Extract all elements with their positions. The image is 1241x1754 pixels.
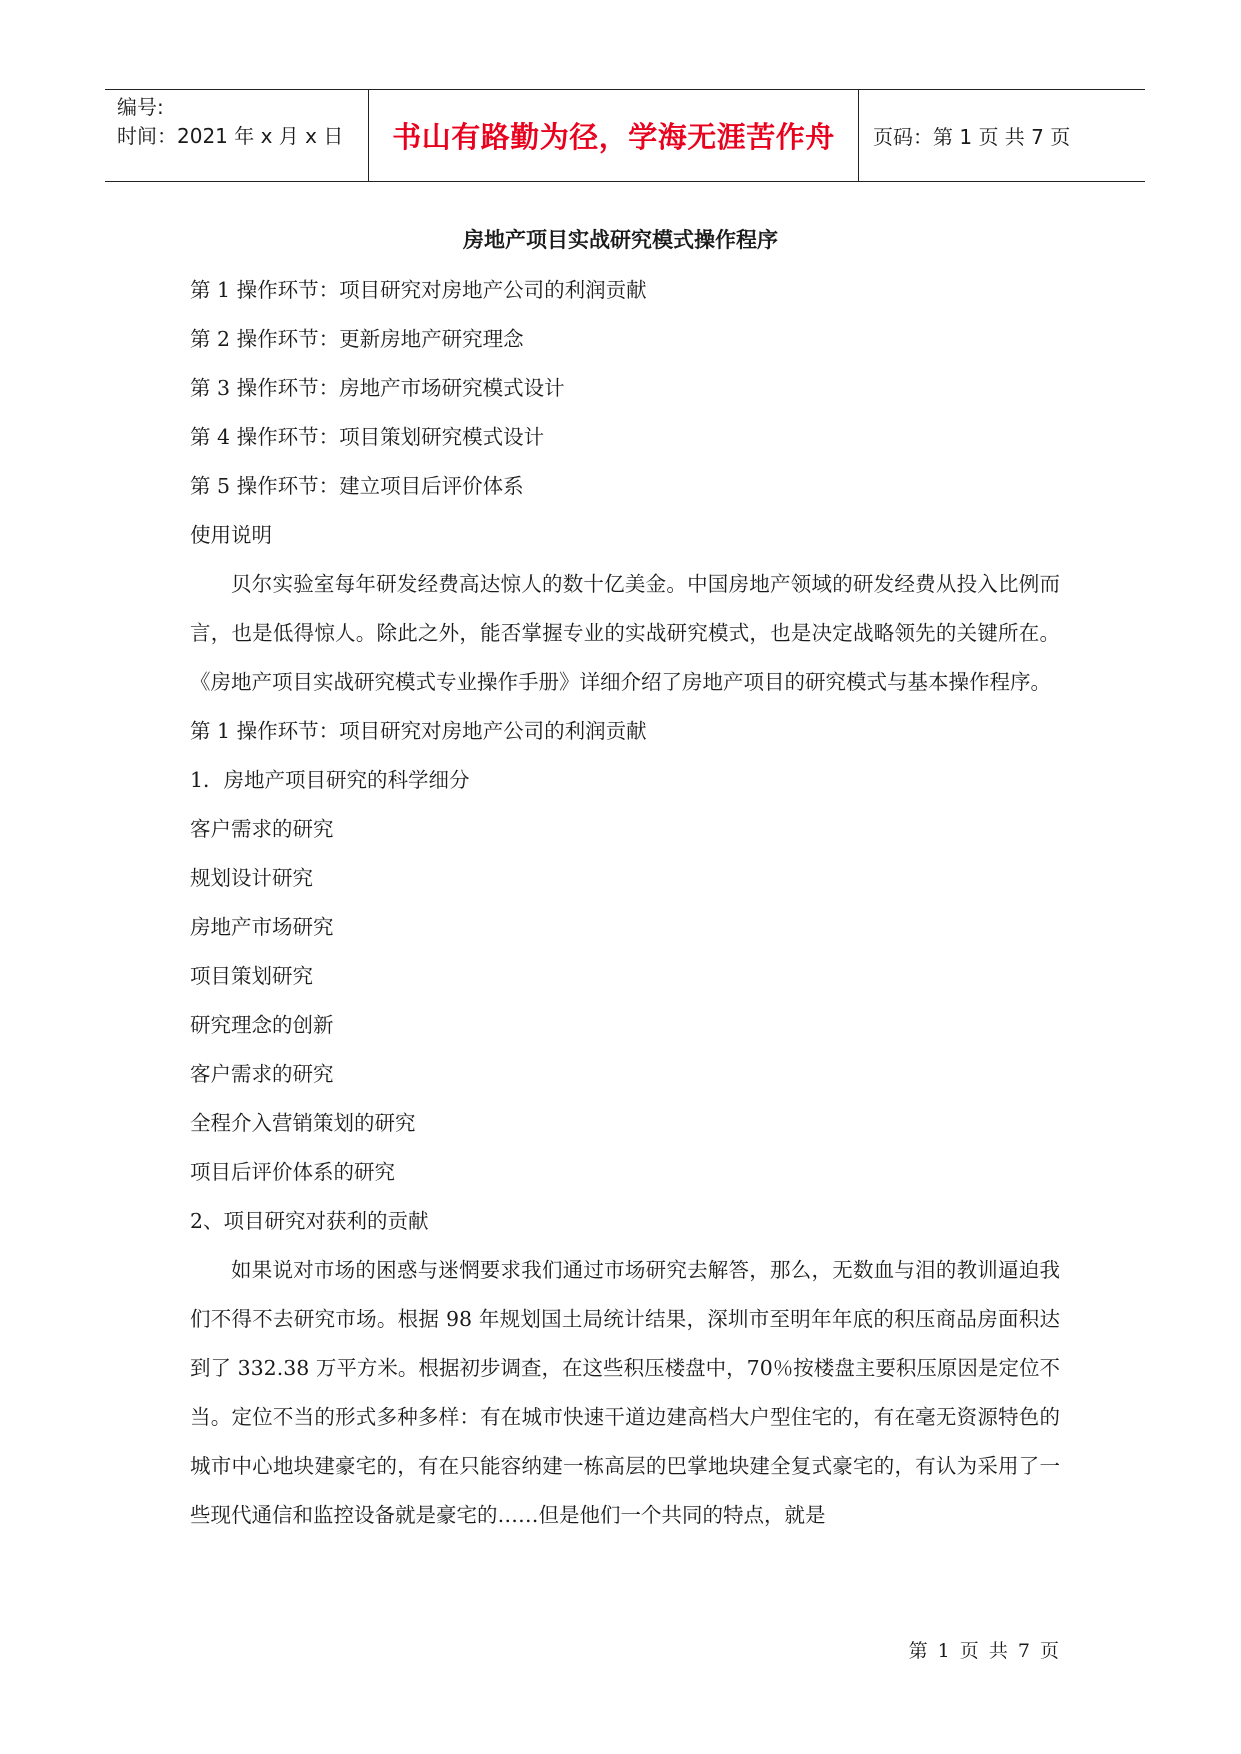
usage-heading: 使用说明 xyxy=(190,523,272,547)
document-body xyxy=(190,266,1060,1540)
subsection-heading: 1．房地产项目研究的科学细分 xyxy=(190,768,470,792)
page-footer: 第 1 页 共 7 页 xyxy=(908,1640,1061,1662)
list-item: 研究理念的创新 xyxy=(190,1013,334,1037)
list-item: 规划设计研究 xyxy=(190,866,313,890)
list-item: 客户需求的研究 xyxy=(190,817,334,841)
motto-text: 书山有路勤为径，学海无涯苦作舟 xyxy=(392,120,835,154)
list-item: 客户需求的研究 xyxy=(190,1062,334,1086)
page-code-label: 页码：第 1 页 共 7 页 xyxy=(873,125,1071,149)
list-item: 房地产市场研究 xyxy=(190,915,334,939)
toc-item: 第 3 操作环节：房地产市场研究模式设计 xyxy=(190,376,565,400)
time-label: 时间：2021 年 x 月 x 日 xyxy=(117,124,344,148)
toc-item: 第 2 操作环节：更新房地产研究理念 xyxy=(190,327,524,351)
list-item: 项目后评价体系的研究 xyxy=(190,1160,395,1184)
header-info-cell xyxy=(105,90,369,181)
list-item: 项目策划研究 xyxy=(190,964,313,988)
document-title: 房地产项目实战研究模式操作程序 xyxy=(463,228,778,252)
toc-item: 第 1 操作环节：项目研究对房地产公司的利润贡献 xyxy=(190,278,647,302)
body-paragraph: 如果说对市场的困惑与迷惘要求我们通过市场研究去解答，那么，无数血与泪的教训逼迫我们不得不去研究市场。根据 98 年规划国土局统计结果，深圳市至明年年底的积压商品房面积达到了 332.38 万平方米。根据初步调查，在这些积压楼盘中，70％按楼盘主要积压原因是定位不当。定位不当的形式多种多样：有在城市快速干道边建高档大户型住宅的，有在毫无资源特色的城市中心地块建豪宅的，有在只能容纳建一栋高层的巴掌地块建全复式豪宅的，有认为采用了一些现代通信和监控设备就是豪宅的……但是他们一个共同的特点，就是 xyxy=(190,1258,1060,1527)
toc-item: 第 4 操作环节：项目策划研究模式设计 xyxy=(190,425,545,449)
usage-paragraph: 贝尔实验室每年研发经费高达惊人的数十亿美金。中国房地产领域的研发经费从投入比例而言，也是低得惊人。除此之外，能否掌握专业的实战研究模式，也是决定战略领先的关键所在。《房地产项目实战研究模式专业操作手册》详细介绍了房地产项目的研究模式与基本操作程序。 xyxy=(190,572,1060,694)
toc-item: 第 5 操作环节：建立项目后评价体系 xyxy=(190,474,524,498)
header-table xyxy=(105,89,1145,182)
section-heading: 第 1 操作环节：项目研究对房地产公司的利润贡献 xyxy=(190,719,647,743)
serial-number-label: 编号: xyxy=(117,95,164,119)
subsection-heading: 2、项目研究对获利的贡献 xyxy=(190,1209,429,1233)
list-item: 全程介入营销策划的研究 xyxy=(190,1111,416,1135)
header-motto-cell xyxy=(369,90,859,181)
header-page-cell xyxy=(859,90,1145,181)
